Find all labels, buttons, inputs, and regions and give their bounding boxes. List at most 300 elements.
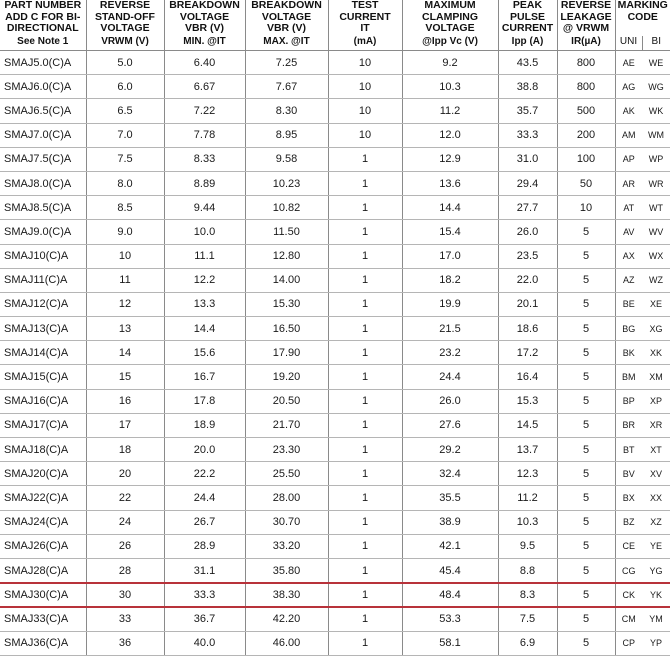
marking-uni-cell: BP [615, 389, 642, 413]
marking-uni-cell: CG [615, 558, 642, 582]
breakdown-max-cell: 8.95 [245, 123, 328, 147]
table-header [0, 0, 670, 51]
breakdown-min-cell: 18.9 [164, 413, 245, 437]
reverse-leakage-cell: 5 [557, 365, 615, 389]
clamping-voltage-cell: 32.4 [402, 462, 498, 486]
marking-uni-cell: BV [615, 462, 642, 486]
reverse-leakage-cell: 5 [557, 462, 615, 486]
column-header-line: REVERSE [99, 0, 151, 11]
marking-uni-header: UNI [615, 36, 642, 51]
clamping-voltage-cell: 12.9 [402, 147, 498, 171]
table-row [0, 486, 670, 510]
table-row [0, 99, 670, 123]
peak-pulse-current-cell: 12.3 [498, 462, 557, 486]
breakdown-max-cell: 10.23 [245, 171, 328, 195]
part-number-cell: SMAJ13(C)A [0, 317, 86, 341]
peak-pulse-current-cell: 6.9 [498, 631, 557, 655]
peak-pulse-current-cell: 17.2 [498, 341, 557, 365]
standoff-voltage-cell: 5.0 [86, 51, 164, 75]
marking-bi-cell: WZ [642, 268, 670, 292]
marking-bi-cell: XP [642, 389, 670, 413]
marking-bi-cell: WR [642, 171, 670, 195]
table-row [0, 123, 670, 147]
standoff-voltage-cell: 6.0 [86, 75, 164, 99]
test-current-cell: 1 [328, 583, 402, 607]
column-header-line: CURRENT [501, 22, 554, 34]
breakdown-max-cell: 30.70 [245, 510, 328, 534]
marking-bi-header: BI [642, 36, 670, 51]
standoff-voltage-cell: 8.0 [86, 171, 164, 195]
test-current-cell: 1 [328, 413, 402, 437]
highlight-line-top [0, 582, 670, 584]
clamping-voltage-cell: 11.2 [402, 99, 498, 123]
part-number-cell: SMAJ5.0(C)A [0, 51, 86, 75]
marking-bi-cell: XV [642, 462, 670, 486]
table-row [0, 268, 670, 292]
column-subheader: See Note 1 [0, 36, 86, 51]
column-header-line: TEST [351, 0, 379, 11]
marking-bi-cell: YE [642, 534, 670, 558]
test-current-cell: 10 [328, 99, 402, 123]
standoff-voltage-cell: 7.5 [86, 147, 164, 171]
standoff-voltage-cell: 7.0 [86, 123, 164, 147]
table-row [0, 389, 670, 413]
reverse-leakage-cell: 10 [557, 196, 615, 220]
clamping-voltage-cell: 42.1 [402, 534, 498, 558]
peak-pulse-current-cell: 15.3 [498, 389, 557, 413]
marking-bi-cell: WG [642, 75, 670, 99]
clamping-voltage-cell: 23.2 [402, 341, 498, 365]
test-current-cell: 1 [328, 607, 402, 631]
part-number-cell: SMAJ8.0(C)A [0, 171, 86, 195]
peak-pulse-current-cell: 27.7 [498, 196, 557, 220]
table-row [0, 365, 670, 389]
breakdown-max-cell: 16.50 [245, 317, 328, 341]
reverse-leakage-cell: 5 [557, 292, 615, 316]
breakdown-min-cell: 11.1 [164, 244, 245, 268]
test-current-cell: 1 [328, 462, 402, 486]
breakdown-min-cell: 14.4 [164, 317, 245, 341]
peak-pulse-current-cell: 33.3 [498, 123, 557, 147]
peak-pulse-current-cell: 9.5 [498, 534, 557, 558]
table-row [0, 341, 670, 365]
marking-uni-cell: CK [615, 583, 642, 607]
breakdown-min-cell: 13.3 [164, 292, 245, 316]
table-row [0, 534, 670, 558]
test-current-cell: 1 [328, 486, 402, 510]
reverse-leakage-cell: 5 [557, 341, 615, 365]
reverse-leakage-cell: 50 [557, 171, 615, 195]
peak-pulse-current-cell: 18.6 [498, 317, 557, 341]
breakdown-max-cell: 21.70 [245, 413, 328, 437]
marking-bi-cell: XK [642, 341, 670, 365]
test-current-cell: 1 [328, 631, 402, 655]
part-number-cell: SMAJ8.5(C)A [0, 196, 86, 220]
marking-uni-cell: BK [615, 341, 642, 365]
peak-pulse-current-cell: 13.7 [498, 438, 557, 462]
column-header-line: VOLTAGE [100, 22, 150, 34]
peak-pulse-current-cell: 29.4 [498, 171, 557, 195]
table-body [0, 51, 670, 656]
clamping-voltage-cell: 15.4 [402, 220, 498, 244]
column-subheader: Ipp (A) [498, 36, 557, 51]
clamping-voltage-cell: 27.6 [402, 413, 498, 437]
test-current-cell: 1 [328, 292, 402, 316]
marking-uni-cell: AM [615, 123, 642, 147]
part-number-cell: SMAJ18(C)A [0, 438, 86, 462]
marking-bi-cell: WE [642, 51, 670, 75]
breakdown-max-cell: 15.30 [245, 292, 328, 316]
breakdown-min-cell: 33.3 [164, 583, 245, 607]
standoff-voltage-cell: 11 [86, 268, 164, 292]
clamping-voltage-cell: 17.0 [402, 244, 498, 268]
part-number-cell: SMAJ14(C)A [0, 341, 86, 365]
reverse-leakage-cell: 5 [557, 317, 615, 341]
marking-bi-cell: YK [642, 583, 670, 607]
reverse-leakage-cell: 5 [557, 389, 615, 413]
test-current-cell: 1 [328, 558, 402, 582]
reverse-leakage-cell: 5 [557, 413, 615, 437]
table-row [0, 462, 670, 486]
marking-uni-cell: AX [615, 244, 642, 268]
table-row [0, 583, 670, 607]
test-current-cell: 1 [328, 534, 402, 558]
breakdown-min-cell: 8.33 [164, 147, 245, 171]
marking-uni-cell: CM [615, 607, 642, 631]
marking-uni-cell: BE [615, 292, 642, 316]
column-header-line: @ VRWM [562, 22, 610, 34]
breakdown-min-cell: 28.9 [164, 534, 245, 558]
table-row [0, 631, 670, 655]
reverse-leakage-cell: 5 [557, 486, 615, 510]
test-current-cell: 1 [328, 317, 402, 341]
column-header [557, 0, 615, 36]
table-row [0, 438, 670, 462]
part-number-cell: SMAJ16(C)A [0, 389, 86, 413]
marking-uni-cell: BX [615, 486, 642, 510]
column-header-line: ADD C FOR BI- [5, 10, 81, 23]
column-header [86, 0, 164, 36]
breakdown-min-cell: 20.0 [164, 438, 245, 462]
part-number-cell: SMAJ9.0(C)A [0, 220, 86, 244]
breakdown-max-cell: 10.82 [245, 196, 328, 220]
column-header-line: MAXIMUM [424, 0, 476, 11]
column-header [0, 0, 86, 36]
marking-subtitle: CODE [627, 10, 658, 23]
column-header-line: STAND-OFF [95, 10, 155, 23]
marking-uni-cell: BR [615, 413, 642, 437]
peak-pulse-current-cell: 11.2 [498, 486, 557, 510]
marking-bi-cell: XE [642, 292, 670, 316]
test-current-cell: 1 [328, 171, 402, 195]
breakdown-max-cell: 42.20 [245, 607, 328, 631]
reverse-leakage-cell: 5 [557, 558, 615, 582]
reverse-leakage-cell: 800 [557, 51, 615, 75]
test-current-cell: 1 [328, 341, 402, 365]
part-number-cell: SMAJ17(C)A [0, 413, 86, 437]
peak-pulse-current-cell: 35.7 [498, 99, 557, 123]
breakdown-min-cell: 9.44 [164, 196, 245, 220]
marking-bi-cell: WP [642, 147, 670, 171]
table-row [0, 510, 670, 534]
breakdown-min-cell: 8.89 [164, 171, 245, 195]
breakdown-max-cell: 11.50 [245, 220, 328, 244]
breakdown-min-cell: 26.7 [164, 510, 245, 534]
breakdown-min-cell: 31.1 [164, 558, 245, 582]
breakdown-min-cell: 16.7 [164, 365, 245, 389]
part-number-cell: SMAJ10(C)A [0, 244, 86, 268]
column-header-line: LEAKAGE [560, 10, 612, 23]
standoff-voltage-cell: 30 [86, 583, 164, 607]
reverse-leakage-cell: 5 [557, 220, 615, 244]
standoff-voltage-cell: 9.0 [86, 220, 164, 244]
test-current-cell: 1 [328, 268, 402, 292]
part-number-cell: SMAJ36(C)A [0, 631, 86, 655]
peak-pulse-current-cell: 14.5 [498, 413, 557, 437]
standoff-voltage-cell: 18 [86, 438, 164, 462]
marking-bi-cell: WT [642, 196, 670, 220]
marking-bi-cell: XG [642, 317, 670, 341]
breakdown-max-cell: 46.00 [245, 631, 328, 655]
breakdown-max-cell: 25.50 [245, 462, 328, 486]
breakdown-max-cell: 20.50 [245, 389, 328, 413]
test-current-cell: 10 [328, 51, 402, 75]
column-subheader: IR(µA) [557, 36, 615, 51]
marking-bi-cell: XM [642, 365, 670, 389]
table-row [0, 292, 670, 316]
reverse-leakage-cell: 5 [557, 438, 615, 462]
test-current-cell: 1 [328, 438, 402, 462]
part-number-cell: SMAJ24(C)A [0, 510, 86, 534]
breakdown-max-cell: 7.67 [245, 75, 328, 99]
standoff-voltage-cell: 6.5 [86, 99, 164, 123]
part-number-cell: SMAJ6.0(C)A [0, 75, 86, 99]
part-number-cell: SMAJ15(C)A [0, 365, 86, 389]
marking-uni-cell: BM [615, 365, 642, 389]
marking-bi-cell: XR [642, 413, 670, 437]
marking-bi-cell: YP [642, 631, 670, 655]
marking-bi-cell: XT [642, 438, 670, 462]
clamping-voltage-cell: 48.4 [402, 583, 498, 607]
standoff-voltage-cell: 16 [86, 389, 164, 413]
column-header [164, 0, 245, 36]
breakdown-min-cell: 7.22 [164, 99, 245, 123]
clamping-voltage-cell: 21.5 [402, 317, 498, 341]
breakdown-max-cell: 7.25 [245, 51, 328, 75]
column-subheader: MAX. @IT [245, 36, 328, 51]
standoff-voltage-cell: 20 [86, 462, 164, 486]
peak-pulse-current-cell: 22.0 [498, 268, 557, 292]
marking-bi-cell: YM [642, 607, 670, 631]
breakdown-max-cell: 38.30 [245, 583, 328, 607]
part-number-cell: SMAJ20(C)A [0, 462, 86, 486]
peak-pulse-current-cell: 20.1 [498, 292, 557, 316]
marking-code-header [615, 0, 670, 36]
column-subheader: @Ipp Vc (V) [402, 36, 498, 51]
test-current-cell: 10 [328, 75, 402, 99]
marking-uni-cell: BG [615, 317, 642, 341]
column-subheader: (mA) [328, 36, 402, 51]
marking-uni-cell: AP [615, 147, 642, 171]
breakdown-min-cell: 12.2 [164, 268, 245, 292]
reverse-leakage-cell: 800 [557, 75, 615, 99]
marking-bi-cell: WM [642, 123, 670, 147]
breakdown-min-cell: 10.0 [164, 220, 245, 244]
clamping-voltage-cell: 24.4 [402, 365, 498, 389]
breakdown-min-cell: 15.6 [164, 341, 245, 365]
marking-uni-cell: AV [615, 220, 642, 244]
clamping-voltage-cell: 9.2 [402, 51, 498, 75]
clamping-voltage-cell: 18.2 [402, 268, 498, 292]
marking-uni-cell: AT [615, 196, 642, 220]
highlight-line-bottom [0, 606, 670, 608]
reverse-leakage-cell: 100 [557, 147, 615, 171]
breakdown-max-cell: 33.20 [245, 534, 328, 558]
peak-pulse-current-cell: 23.5 [498, 244, 557, 268]
clamping-voltage-cell: 38.9 [402, 510, 498, 534]
marking-uni-cell: BT [615, 438, 642, 462]
breakdown-max-cell: 9.58 [245, 147, 328, 171]
standoff-voltage-cell: 26 [86, 534, 164, 558]
test-current-cell: 1 [328, 196, 402, 220]
clamping-voltage-cell: 45.4 [402, 558, 498, 582]
standoff-voltage-cell: 8.5 [86, 196, 164, 220]
breakdown-max-cell: 8.30 [245, 99, 328, 123]
table-row [0, 171, 670, 195]
table-row [0, 196, 670, 220]
clamping-voltage-cell: 35.5 [402, 486, 498, 510]
breakdown-min-cell: 24.4 [164, 486, 245, 510]
marking-uni-cell: AG [615, 75, 642, 99]
standoff-voltage-cell: 15 [86, 365, 164, 389]
marking-bi-cell: XX [642, 486, 670, 510]
standoff-voltage-cell: 24 [86, 510, 164, 534]
clamping-voltage-cell: 26.0 [402, 389, 498, 413]
column-header-line: VOLTAGE [425, 22, 475, 34]
column-header-line: CLAMPING [422, 10, 478, 23]
breakdown-min-cell: 6.40 [164, 51, 245, 75]
column-header-line: PEAK [512, 0, 543, 11]
peak-pulse-current-cell: 16.4 [498, 365, 557, 389]
part-number-cell: SMAJ30(C)A [0, 583, 86, 607]
test-current-cell: 1 [328, 244, 402, 268]
clamping-voltage-cell: 13.6 [402, 171, 498, 195]
column-subheader: MIN. @IT [164, 36, 245, 51]
clamping-voltage-cell: 58.1 [402, 631, 498, 655]
column-header-line: DIRECTIONAL [6, 22, 79, 34]
reverse-leakage-cell: 5 [557, 583, 615, 607]
marking-bi-cell: XZ [642, 510, 670, 534]
column-header-line: BREAKDOWN [251, 0, 322, 11]
reverse-leakage-cell: 5 [557, 510, 615, 534]
column-header-line: REVERSE [560, 0, 612, 11]
peak-pulse-current-cell: 26.0 [498, 220, 557, 244]
clamping-voltage-cell: 19.9 [402, 292, 498, 316]
column-header-line: BREAKDOWN [169, 0, 240, 11]
clamping-voltage-cell: 29.2 [402, 438, 498, 462]
marking-bi-cell: WK [642, 99, 670, 123]
standoff-voltage-cell: 28 [86, 558, 164, 582]
peak-pulse-current-cell: 8.3 [498, 583, 557, 607]
peak-pulse-current-cell: 31.0 [498, 147, 557, 171]
part-number-cell: SMAJ22(C)A [0, 486, 86, 510]
column-header [328, 0, 402, 36]
breakdown-min-cell: 6.67 [164, 75, 245, 99]
test-current-cell: 1 [328, 365, 402, 389]
clamping-voltage-cell: 14.4 [402, 196, 498, 220]
peak-pulse-current-cell: 10.3 [498, 510, 557, 534]
part-number-cell: SMAJ26(C)A [0, 534, 86, 558]
breakdown-max-cell: 35.80 [245, 558, 328, 582]
standoff-voltage-cell: 36 [86, 631, 164, 655]
breakdown-min-cell: 22.2 [164, 462, 245, 486]
part-number-cell: SMAJ12(C)A [0, 292, 86, 316]
table-row [0, 413, 670, 437]
clamping-voltage-cell: 53.3 [402, 607, 498, 631]
marking-bi-cell: YG [642, 558, 670, 582]
table-row [0, 244, 670, 268]
breakdown-min-cell: 40.0 [164, 631, 245, 655]
marking-uni-cell: BZ [615, 510, 642, 534]
column-header-line: VBR (V) [184, 22, 225, 34]
table-row [0, 75, 670, 99]
table-row [0, 607, 670, 631]
reverse-leakage-cell: 500 [557, 99, 615, 123]
column-header [245, 0, 328, 36]
standoff-voltage-cell: 17 [86, 413, 164, 437]
standoff-voltage-cell: 22 [86, 486, 164, 510]
marking-bi-cell: WX [642, 244, 670, 268]
part-number-cell: SMAJ11(C)A [0, 268, 86, 292]
reverse-leakage-cell: 5 [557, 631, 615, 655]
part-number-cell: SMAJ6.5(C)A [0, 99, 86, 123]
column-header-line: VOLTAGE [179, 10, 230, 23]
test-current-cell: 1 [328, 220, 402, 244]
standoff-voltage-cell: 14 [86, 341, 164, 365]
peak-pulse-current-cell: 38.8 [498, 75, 557, 99]
breakdown-max-cell: 12.80 [245, 244, 328, 268]
marking-uni-cell: CP [615, 631, 642, 655]
clamping-voltage-cell: 10.3 [402, 75, 498, 99]
standoff-voltage-cell: 13 [86, 317, 164, 341]
column-header-line: VOLTAGE [261, 10, 312, 23]
table-row [0, 558, 670, 582]
breakdown-min-cell: 36.7 [164, 607, 245, 631]
table-row [0, 147, 670, 171]
table-row [0, 51, 670, 75]
column-header-line: IT [360, 22, 370, 34]
marking-uni-cell: AE [615, 51, 642, 75]
peak-pulse-current-cell: 43.5 [498, 51, 557, 75]
breakdown-max-cell: 19.20 [245, 365, 328, 389]
standoff-voltage-cell: 10 [86, 244, 164, 268]
column-header [498, 0, 557, 36]
peak-pulse-current-cell: 7.5 [498, 607, 557, 631]
breakdown-max-cell: 23.30 [245, 438, 328, 462]
marking-title: MARKING [617, 0, 668, 11]
column-header-line: VBR (V) [266, 22, 307, 34]
breakdown-max-cell: 14.00 [245, 268, 328, 292]
reverse-leakage-cell: 5 [557, 244, 615, 268]
marking-bi-cell: WV [642, 220, 670, 244]
reverse-leakage-cell: 5 [557, 607, 615, 631]
test-current-cell: 1 [328, 147, 402, 171]
breakdown-min-cell: 17.8 [164, 389, 245, 413]
table-row [0, 220, 670, 244]
marking-uni-cell: AR [615, 171, 642, 195]
reverse-leakage-cell: 200 [557, 123, 615, 147]
test-current-cell: 1 [328, 389, 402, 413]
